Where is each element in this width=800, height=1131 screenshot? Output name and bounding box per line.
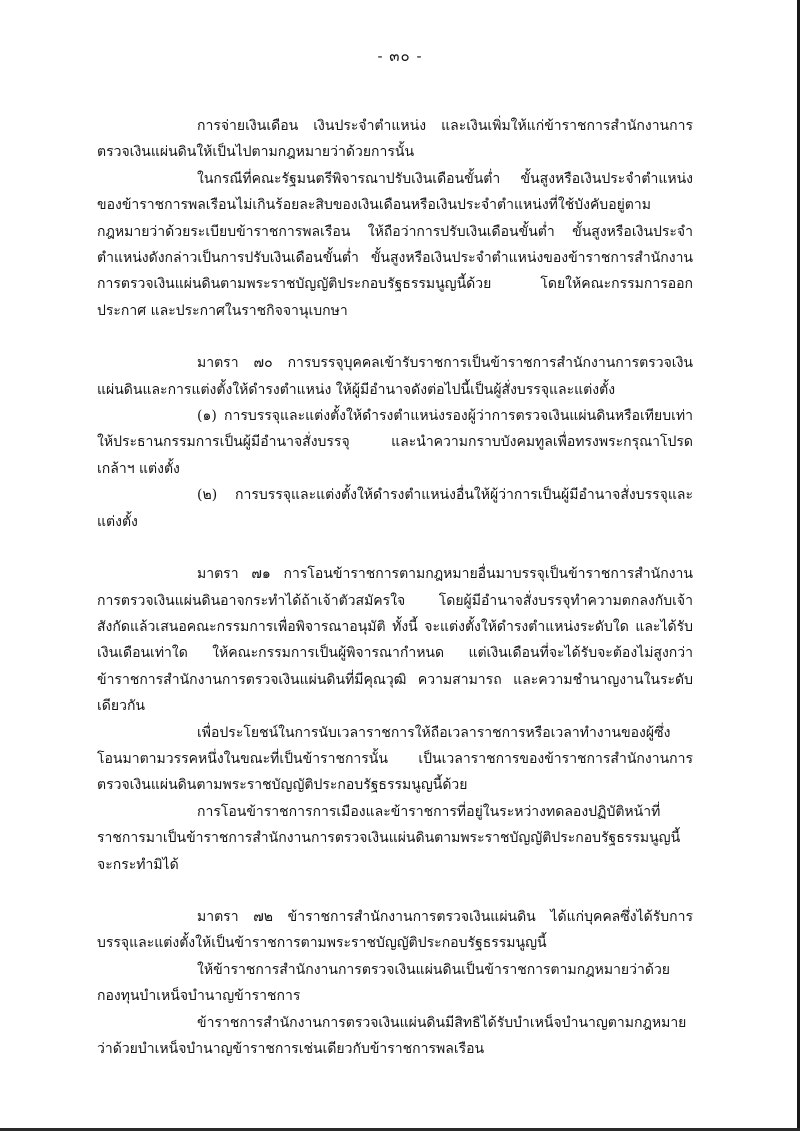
section-gap bbox=[97, 535, 693, 561]
paragraph-salary-payment: การจ่ายเงินเดือน เงินประจำตำแหน่ง และเงินเพิ่มให้แก่ข้าราชการสำนักงานการตรวจเงินแผ่นดินให้เป็นไปตามกฎหมายว่าด้วยการนั้น bbox=[97, 118, 693, 161]
section-71-paragraph-2: เพื่อประโยชน์ในการนับเวลาราชการให้ถือเวลาราชการหรือเวลาทำงานของผู้ซึ่งโอนมาตามวรรคหนึ่งในขณะที่เป็นข้าราชการนั้น เป็นเวลาราชการของข้าราชการสำนักงานการตรวจเงินแผ่นดินตามพระราชบัญญัติประกอบรัฐธรรมนูญนี้ด้วย bbox=[97, 724, 693, 794]
section-72: มาตรา ๗๒ ข้าราชการสำนักงานการตรวจเงินแผ่นดิน ได้แก่บุคคลซึ่งได้รับการบรรจุและแต่งตั้งให้เป็นข้าราชการตามพระราชบัญญัติประกอบรัฐธรรมนูญนี้ bbox=[97, 908, 693, 952]
section-72-paragraph-2: ให้ข้าราชการสำนักงานการตรวจเงินแผ่นดินเป็นข้าราชการตามกฎหมายว่าด้วยกองทุนบำเหน็จบำนาญข้าราชการ bbox=[97, 961, 671, 1005]
section-71: มาตรา ๗๑ การโอนข้าราชการตามกฎหมายอื่นมาบรรจุเป็นข้าราชการสำนักงานการตรวจเงินแผ่นดินอาจกระทำได้ถ้าเจ้าตัวสมัครใจ โดยผู้มีอำนาจสั่งบรรจุทำความตกลงกับเจ้าสังกัดแล้วเสนอคณะกรรมการเพื่อพิจารณาอนุมัติ ทั้งนี้ จะแต่งตั้งให้ดำรงตำแหน่งระดับใด และได้รับเงินเดือนเท่าใด ให้คณะกรรมการเป็นผู้พิจารณากำหนด แต่เงินเดือนที่จะได้รับจะต้องไม่สูงกว่าข้าราชการสำนักงานการตรวจเงินแผ่นดินที่มีคุณวุฒิ ความสามารถ และความชำนาญงานในระดับเดียวกัน bbox=[97, 566, 693, 715]
paragraph-salary-adjustment: ในกรณีที่คณะรัฐมนตรีพิจารณาปรับเงินเดือนขั้นต่ำ ขั้นสูงหรือเงินประจำตำแหน่งของข้าราชการพลเรือนไม่เกินร้อยละสิบของเงินเดือนหรือเงินประจำตำแหน่งที่ใช้บังคับอยู่ตามกฎหมายว่าด้วยระเบียบข้าราชการพลเรือน ให้ถือว่าการปรับเงินเดือนขั้นต่ำ ขั้นสูงหรือเงินประจำตำแหน่งดังกล่าวเป็นการปรับเงินเดือนขั้นต่ำ ขั้นสูงหรือเงินประจำตำแหน่งของข้าราชการสำนักงานการตรวจเงินแผ่นดินตามพระราชบัญญัติประกอบรัฐธรรมนูญนี้ด้วย โดยให้คณะกรรมการออกประกาศ และประกาศในราชกิจจานุเบกษา bbox=[97, 170, 693, 319]
page-number: - ๓๐ - bbox=[377, 47, 423, 65]
section-70: มาตรา ๗๐ การบรรจุบุคคลเข้ารับราชการเป็นข้าราชการสำนักงานการตรวจเงินแผ่นดินและการแต่งตั้งให้ดำรงตำแหน่ง ให้ผู้มีอำนาจดังต่อไปนี้เป็นผู้สั่งบรรจุและแต่งตั้ง bbox=[97, 355, 693, 398]
section-gap bbox=[97, 878, 693, 904]
document-body bbox=[97, 113, 693, 1062]
section-70-item-1: (๑) การบรรจุและแต่งตั้งให้ดำรงตำแหน่งรองผู้ว่าการตรวจเงินแผ่นดินหรือเทียบเท่า ให้ประธานกรรมการเป็นผู้มีอำนาจสั่งบรรจุ และนำความกราบบังคมทูลเพื่อทรงพระกรุณาโปรดเกล้าฯ แต่งตั้ง bbox=[97, 408, 693, 477]
section-70-item-2: (๒) การบรรจุและแต่งตั้งให้ดำรงตำแหน่งอื่นให้ผู้ว่าการเป็นผู้มีอำนาจสั่งบรรจุและแต่งตั้ง bbox=[97, 487, 693, 530]
section-71-paragraph-3: การโอนข้าราชการการเมืองและข้าราชการที่อยู่ในระหว่างทดลองปฏิบัติหน้าที่ราชการมาเป็นข้าราชการสำนักงานการตรวจเงินแผ่นดินตามพระราชบัญญัติประกอบรัฐธรรมนูญนี้จะกระทำมิได้ bbox=[97, 803, 681, 873]
section-gap bbox=[97, 324, 693, 350]
section-72-paragraph-3: ข้าราชการสำนักงานการตรวจเงินแผ่นดินมีสิทธิได้รับบำเหน็จบำนาญตามกฎหมายว่าด้วยบำเหน็จบำนาญข้าราชการเช่นเดียวกับข้าราชการพลเรือน bbox=[97, 1014, 687, 1057]
